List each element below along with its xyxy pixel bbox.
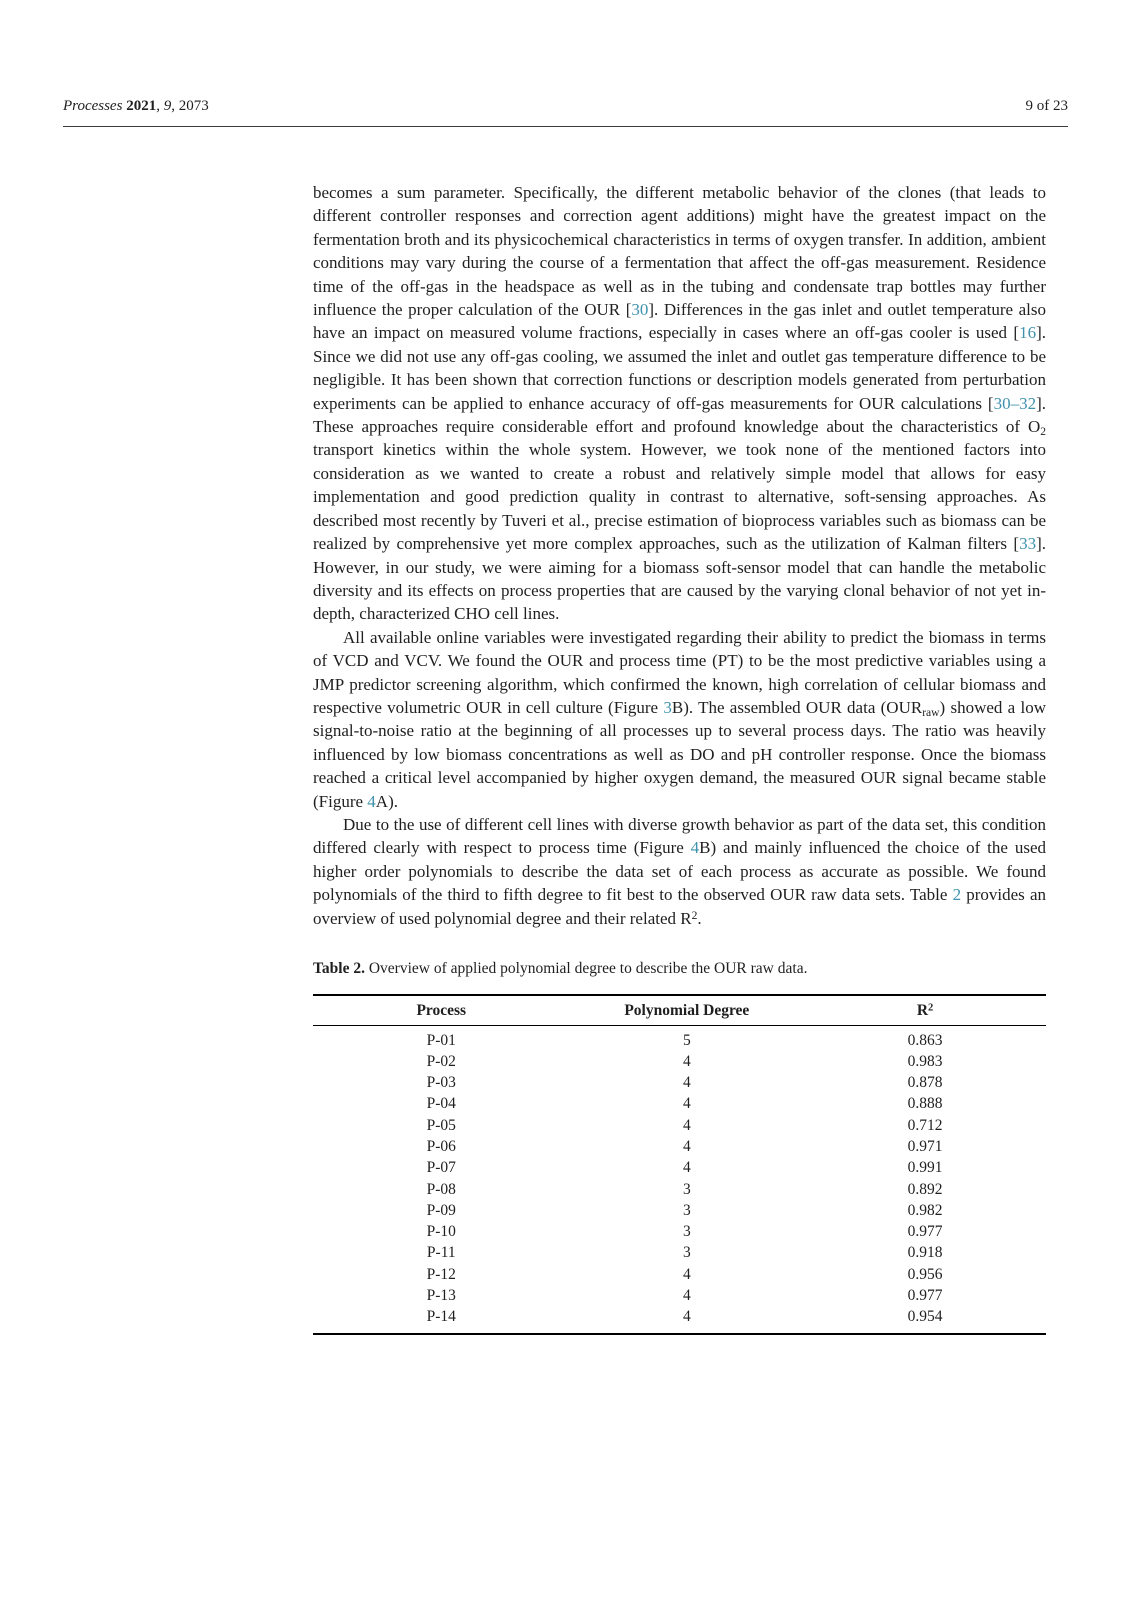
text-segment: transport kinetics within the whole system. However, we took none of the mentioned factors into consideration as we wanted to create a robust and relatively simple model that allows for easy implementation and good prediction quality in contrast to alternative, soft-sensing approaches. As described most recently by Tuveri et al., precise estimation of bioprocess variables such as biomass can be realized by comprehensive yet more complex approaches, such as the utilization of Kalman filters [ — [313, 440, 1046, 554]
table-row — [313, 1072, 1046, 1093]
table-row — [313, 1051, 1046, 1072]
table-cell: P-07 — [426, 1159, 456, 1177]
citation-link[interactable]: 33 — [1019, 534, 1037, 554]
text-segment: Due to the use of different cell lines with diverse growth behavior as part of the data set, this condition differed clearly with respect to process time (Figure — [313, 814, 1046, 858]
text-segment: A). — [375, 791, 398, 811]
column-header-r-squared: $R^2$ — [804, 995, 1046, 1026]
text-segment: ) showed a low signal-to-noise ratio at the beginning of all processes up to several process days. The ratio was heavily influenced by low biomass concentrations as well as DO and pH controller response. Once the biomass reached a critical level accompanied by higher oxygen demand, the measured OUR signal became stable (Figure — [313, 697, 1046, 811]
table-row — [313, 1115, 1046, 1136]
table-cell: 0.956 — [907, 1265, 943, 1283]
text-segment: 2 — [691, 908, 698, 922]
table-cell: P-02 — [426, 1052, 456, 1070]
citation-link[interactable]: 4 — [367, 791, 376, 811]
journal-article-number: 2073 — [178, 98, 209, 114]
citation-link[interactable]: 3 — [663, 697, 672, 717]
table-cell: P-04 — [426, 1095, 456, 1113]
table-cell: 0.888 — [907, 1095, 943, 1113]
table-cell: P-03 — [426, 1074, 456, 1092]
table-cell: 4 — [682, 1265, 691, 1283]
table-cell: 0.983 — [907, 1052, 943, 1070]
table-cell: 0.991 — [907, 1159, 943, 1177]
table-cell: 0.918 — [907, 1244, 943, 1262]
table-cell: 3 — [682, 1244, 691, 1262]
table-cell: 0.971 — [907, 1137, 943, 1155]
article-content — [313, 181, 1046, 1335]
table-cell: 4 — [682, 1137, 691, 1155]
page-header — [63, 98, 1068, 115]
table-cell: 0.878 — [907, 1074, 943, 1092]
table-row — [313, 1136, 1046, 1157]
journal-volume: 9 — [163, 98, 172, 114]
page-number: 9 of 23 — [1025, 98, 1068, 114]
table-cell: P-01 — [426, 1031, 456, 1049]
text-segment: B). The assembled OUR data (OUR — [671, 697, 923, 717]
paragraph — [313, 626, 1046, 813]
table-cell: 0.982 — [907, 1201, 943, 1219]
text-segment: ]. Since we did not use any off-gas cooling, we assumed the inlet and outlet gas temperature difference to be negligible. It has been shown that correction functions or description models generated from perturbation experiments can be applied to enhance accuracy of off-gas measurements for OUR calculations [ — [313, 323, 1046, 413]
journal-reference: Processes 2021, 9, 2073 — [63, 98, 209, 114]
text-segment: All available online variables were investigated regarding their ability to predict the biomass in terms of VCD and VCV. We found the OUR and process time (PT) to be the most predictive variables using a JMP predictor screening algorithm, which confirmed the known, high correlation of cellular biomass and respective volumetric OUR in cell culture (Figure — [313, 627, 1046, 717]
article-paragraphs — [313, 181, 1046, 930]
table-cell: P-09 — [426, 1201, 456, 1219]
text-segment: . — [697, 908, 702, 928]
text-segment: raw — [922, 705, 940, 719]
table-cell: 4 — [570, 1306, 805, 1333]
table-row — [313, 1221, 1046, 1242]
header-divider — [63, 126, 1068, 127]
text-segment: B) and mainly influenced the choice of the used higher order polynomials to describe the data set of each process as accurate as possible. We found polynomials of the third to fifth degree to fit best to the observed OUR raw data sets. Table — [313, 838, 1046, 905]
table-cell: 0.954 — [804, 1306, 1046, 1333]
table-caption — [313, 960, 1046, 978]
text-segment: ]. However, in our study, we were aiming for a biomass soft-sensor model that can handle the metabolic diversity and its effects on process properties that are caused by the varying clonal behavior of not yet in-depth, characterized CHO cell lines. — [313, 534, 1046, 624]
table-cell: P-14 — [313, 1306, 570, 1333]
table-cell: P-06 — [426, 1137, 456, 1155]
table-cell: 5 — [682, 1031, 691, 1049]
table-row — [313, 1093, 1046, 1114]
text-segment: 2 — [1040, 424, 1046, 438]
table-cell: 0.863 — [907, 1031, 943, 1049]
table-cell: P-13 — [426, 1287, 456, 1305]
table-cell: 4 — [682, 1095, 691, 1113]
table-row — [313, 1200, 1046, 1221]
column-header-polynomial-degree: Polynomial Degree — [570, 995, 805, 1026]
table-row — [313, 1242, 1046, 1263]
citation-link[interactable]: 16 — [1019, 323, 1037, 343]
table-row — [313, 1025, 1046, 1051]
column-header-process: Process — [313, 995, 570, 1026]
table-cell: 0.977 — [907, 1223, 943, 1241]
text-segment: ]. Differences in the gas inlet and outlet temperature also have an impact on measured volume fractions, especially in cases where an off-gas cooler is used [ — [313, 300, 1046, 343]
table-body — [313, 1025, 1046, 1334]
table-cell: 0.712 — [907, 1116, 943, 1134]
table-cell: P-11 — [426, 1244, 456, 1262]
journal-name: Processes — [63, 98, 123, 114]
table-cell: 3 — [682, 1223, 691, 1241]
table-cell: P-12 — [426, 1265, 456, 1283]
text-segment: becomes a sum parameter. Specifically, the different metabolic behavior of the clones (that leads to different controller responses and correction agent additions) might have the greatest impact on the fermentation broth and its physicochemical characteristics in terms of oxygen transfer. In addition, ambient conditions may vary during the course of a fermentation that affect the off-gas measurement. Residence time of the off-gas in the headspace as well as in the tubing and condensate trap bottles may further influence the proper calculation of the OUR [ — [313, 183, 1046, 320]
table-cell: 4 — [682, 1052, 691, 1070]
data-table — [313, 994, 1046, 1335]
text-segment: ]. These approaches require considerable effort and profound knowledge about the characteristics of O — [313, 393, 1046, 437]
table-row — [313, 1285, 1046, 1306]
table-header-row — [313, 995, 1046, 1026]
table-cell: 3 — [682, 1201, 691, 1219]
table-cell: P-05 — [426, 1116, 456, 1134]
table-row — [313, 1264, 1046, 1285]
table-cell: 0.977 — [907, 1287, 943, 1305]
citation-link[interactable]: 4 — [690, 838, 700, 858]
table-cell: 4 — [682, 1287, 691, 1305]
table-cell: 0.892 — [907, 1180, 943, 1198]
table-cell: P-08 — [426, 1180, 456, 1198]
table-row — [313, 1157, 1046, 1178]
table-cell: P-10 — [426, 1223, 456, 1241]
citation-link[interactable]: 2 — [952, 885, 962, 905]
paragraph — [313, 181, 1046, 626]
table-row — [313, 1306, 1046, 1333]
table-cell: 3 — [682, 1180, 691, 1198]
table-cell: 4 — [682, 1116, 691, 1134]
table-caption-label: Table 2. — [313, 960, 365, 977]
table-row — [313, 1179, 1046, 1200]
table-cell: 4 — [682, 1159, 691, 1177]
citation-link[interactable]: 30 — [631, 300, 649, 320]
citation-link[interactable]: 30–32 — [993, 393, 1037, 413]
journal-year: 2021 — [126, 98, 157, 114]
text-segment: provides an overview of used polynomial degree and their related R — [313, 885, 1046, 928]
table-caption-text: Overview of applied polynomial degree to describe the OUR raw data. — [364, 960, 808, 977]
paragraph — [313, 813, 1046, 930]
table-cell: 4 — [682, 1074, 691, 1092]
